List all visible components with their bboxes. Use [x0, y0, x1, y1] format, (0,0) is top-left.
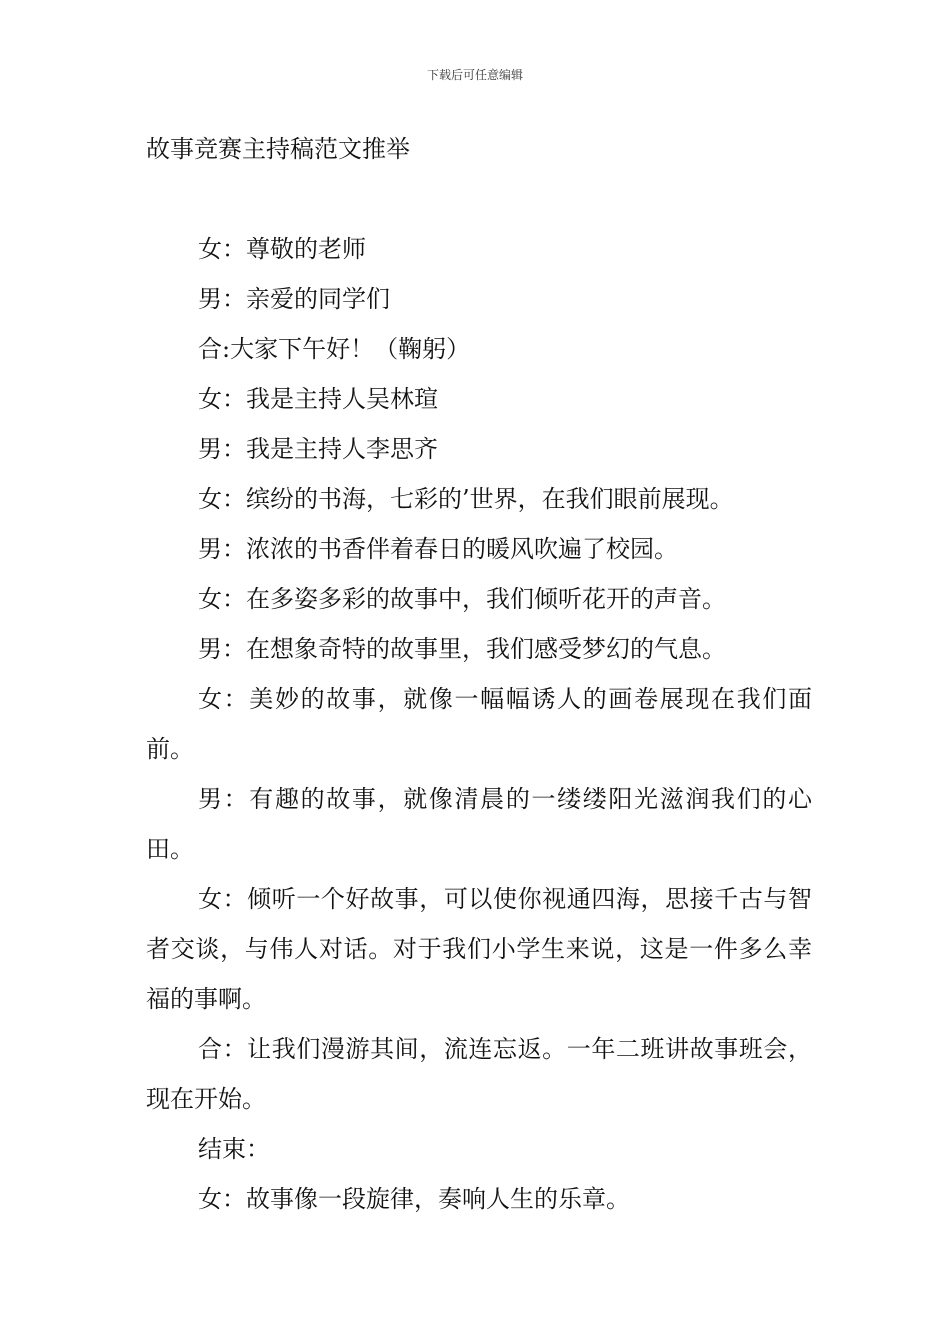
paragraph: 合:大家下午好！（鞠躬） — [198, 335, 471, 363]
document-body — [146, 224, 812, 1224]
paragraph: 男：在想象奇特的故事里，我们感受梦幻的气息。 — [198, 635, 726, 663]
paragraph: 女：在多姿多彩的故事中，我们倾听花开的声音。 — [198, 585, 726, 613]
paragraph: 女：尊敬的老师 — [198, 235, 366, 263]
paragraph: 女：倾听一个好故事，可以使你视通四海，思接千古与智者交谈，与伟人对话。对于我们小学生来说，这是一件多么幸福的事啊。 — [146, 885, 812, 1013]
document-title: 故事竞赛主持稿范文推举 — [146, 135, 410, 163]
paragraph: 女：我是主持人吴林瑄 — [198, 385, 438, 413]
paragraph: 女：故事像一段旋律，奏响人生的乐章。 — [198, 1185, 630, 1213]
paragraph: 结束： — [198, 1135, 270, 1163]
paragraph: 男：我是主持人李思齐 — [198, 435, 438, 463]
paragraph: 男：有趣的故事，就像清晨的一缕缕阳光滋润我们的心田。 — [146, 785, 812, 863]
header-note: 下载后可任意编辑 — [426, 68, 523, 82]
paragraph: 女：美妙的故事，就像一幅幅诱人的画卷展现在我们面前。 — [146, 685, 812, 763]
paragraph: 女：缤纷的书海，七彩的’世界，在我们眼前展现。 — [198, 485, 734, 513]
paragraph: 合：让我们漫游其间，流连忘返。一年二班讲故事班会，现在开始。 — [146, 1035, 812, 1113]
paragraph: 男：亲爱的同学们 — [198, 285, 390, 313]
paragraph: 男：浓浓的书香伴着春日的暖风吹遍了校园。 — [198, 535, 678, 563]
